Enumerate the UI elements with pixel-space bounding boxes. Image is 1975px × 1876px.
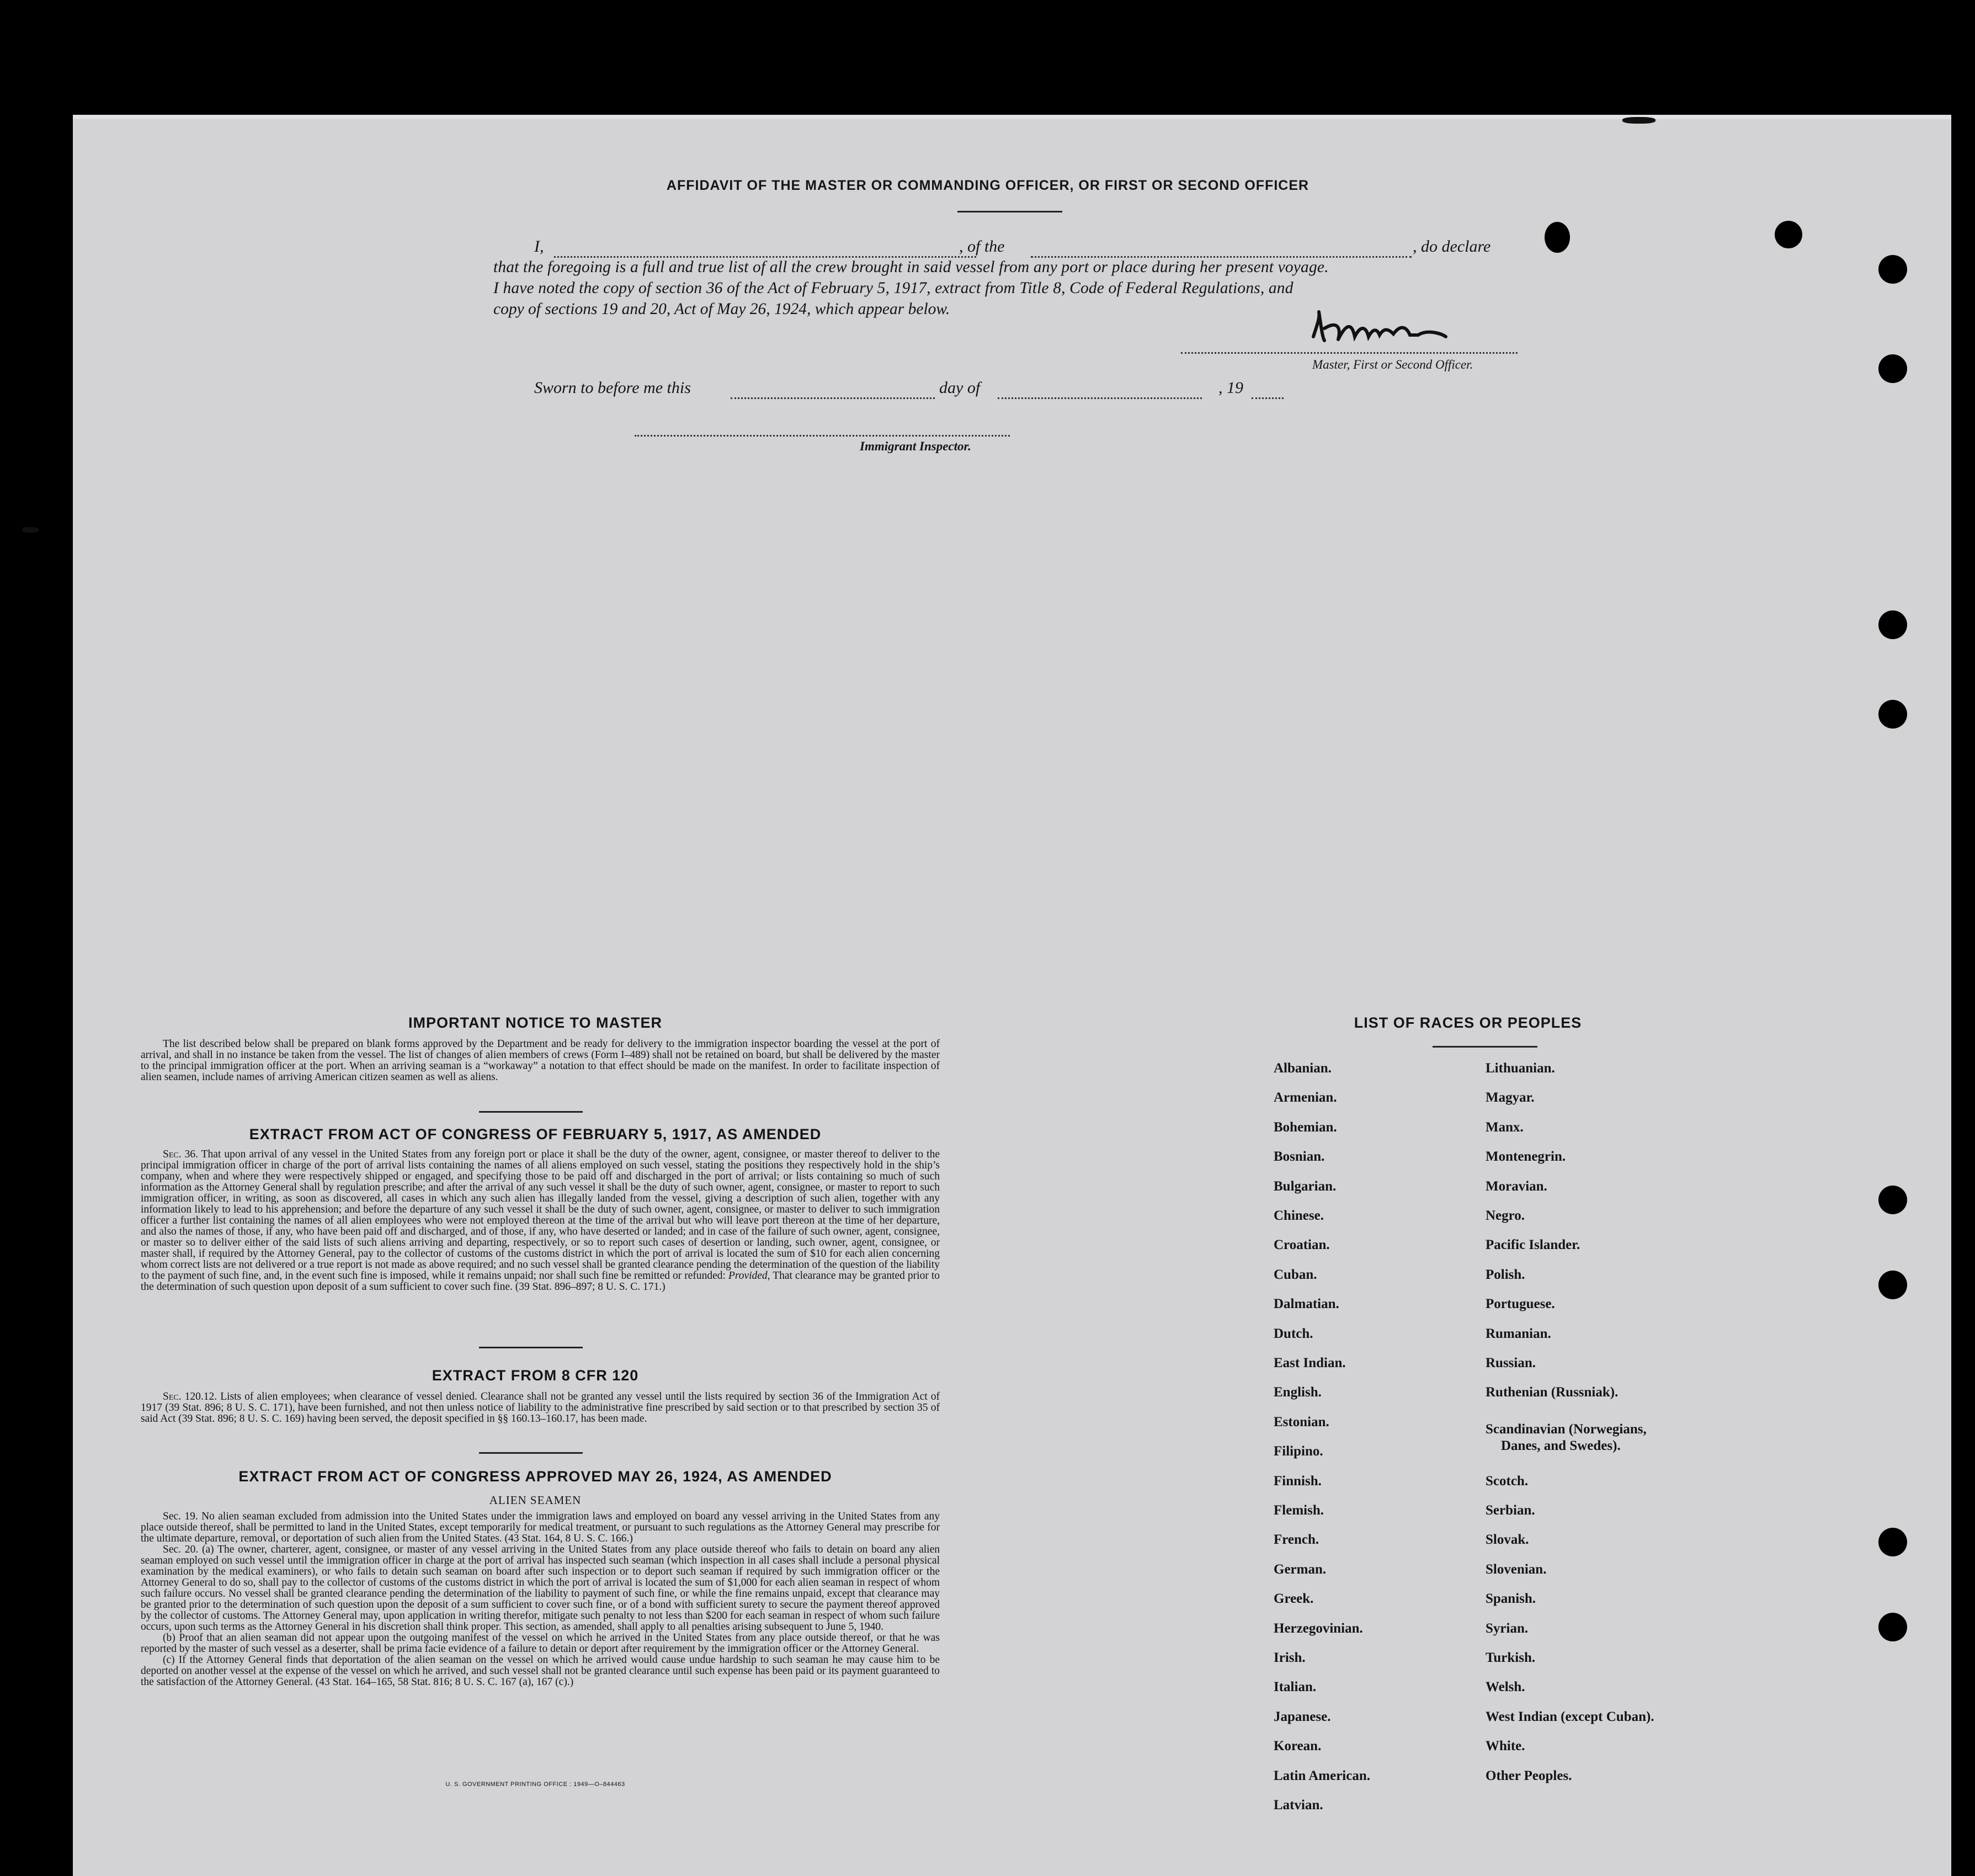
sheet-top-edge [73, 115, 1951, 119]
race-item: Serbian. [1486, 1503, 1535, 1518]
race-item: Slovenian. [1486, 1562, 1547, 1577]
race-item: Filipino. [1274, 1444, 1323, 1459]
race-item: Scotch. [1486, 1474, 1529, 1489]
race-item: Finnish. [1274, 1474, 1322, 1489]
race-item: Polish. [1486, 1267, 1525, 1282]
race-item: White. [1486, 1739, 1525, 1753]
extract-1924-title: EXTRACT FROM ACT OF CONGRESS APPROVED MAY 26, 1924, AS AMENDED [238, 1468, 832, 1485]
race-item: Scandinavian (Norwegians, [1486, 1422, 1647, 1437]
affidavit-title: AFFIDAVIT OF THE MASTER OR COMMANDING OFFICER, OR FIRST OR SECOND OFFICER [666, 178, 1309, 193]
extract-1917-text [141, 1149, 940, 1293]
affidavit-body-line: that the foregoing is a full and true list of all the crew brought in said vessel from any port or place during her present voyage. [493, 258, 1329, 276]
notice-text [141, 1039, 940, 1083]
extract-1917-body: 36. That upon arrival of any vessel in the United States from any foreign port or place it shall be the duty of the owner, agent, consignee, or master thereof to deliver to the principal immigration officer in charge of the port of arrival lists containing the names of all aliens employed on such vessel, stating the positions they respectively hold in the ship’s company, when and where they were respectively shipped or engaged, and specifying those to be paid off and discharged in the port of arrival; or lists containing so much of such information as the Attorney General shall by regulation prescribe; and after the arrival of any such vessel it shall be the duty of such owner, agent, consignee, or master to report to such immigration officer, in writing, as soon as discovered, all cases in which any such alien has illegally landed from the vessel, giving a description of such alien, together with any information likely to lead to his apprehension; and before the departure of any such vessel it shall be the duty of such owner, agent, consignee, or master to deliver to such immigration officer a further list containing the names of all alien employees who were not employed thereon at the time of the arrival but who will leave port thereon at the time of her departure, and also the names of those, if any, who have been paid off and discharged, and of those, if any, who have deserted or landed; and in case of the failure of such owner, agent, consignee, or master so to deliver either of the said lists of such aliens arriving and departing, respectively, or so to report such cases of desertion or landing, such owner, agent, consignee, or master shall, if required by the Attorney General, pay to the collector of customs of the customs district in which the port of arrival is located the sum of $10 for each alien concerning whom correct lists are not delivered or a true report is not made as above required; and no such vessel shall be granted clearance pending the determination of the question of the liability to the payment of such fine, and, in the event such fine is imposed, while it remains unpaid; nor shall such fine be remitted or refunded: [141, 1149, 940, 1282]
race-item: Lithuanian. [1486, 1061, 1555, 1076]
race-item: Moravian. [1486, 1179, 1547, 1194]
race-item: Cuban. [1274, 1267, 1317, 1282]
sec-label: Sec. [163, 1149, 182, 1160]
alien-seamen-subtitle: ALIEN SEAMEN [489, 1494, 582, 1507]
race-item: Danes, and Swedes). [1501, 1438, 1621, 1453]
notice-paragraph: The list described below shall be prepared on blank forms approved by the Department and be ready for delivery to the immigration inspector boarding the vessel at the port of arrival, and shall in no instance be taken from the vessel. The list of changes of alien members of crews (Form I–489) shall not be retained on board, but shall be delivered by the master to the principal immigration officer at the port. When an arriving seaman is a “workaway” a notation to that effect should be made on the manifest. In order to facilitate inspection of alien seamen, include names of arriving American citizen seamen as well as aliens. [141, 1038, 940, 1083]
sec-20c-paragraph: (c) If the Attorney General finds that deportation of the alien seaman on the vessel on which he arrived would cause undue hardship to such seaman he may cause him to be deported on another vessel at the expense of the vessel on which he arrived, and such vessel shall not be granted clearance until such expense has been paid or its payment guaranteed to the satisfaction of the Attorney General. (43 Stat. 164–165, 58 Stat. 816; 8 U. S. C. 167 (a), 167 (c).) [141, 1654, 940, 1688]
race-item: Bosnian. [1274, 1149, 1325, 1164]
extract-1924-text [141, 1511, 940, 1688]
inspector-signature-line [635, 435, 1010, 437]
punch-hole [1878, 1186, 1907, 1214]
punch-hole [1545, 222, 1570, 253]
race-item: Dutch. [1274, 1326, 1313, 1341]
punch-hole [1878, 700, 1907, 729]
sec-19-paragraph: Sec. 19. No alien seaman excluded from admission into the United States under the immigration laws and employed on board any vessel arriving in the United States from any place outside thereof, shall be permitted to land in the United States, except temporarily for medical treatment, or pursuant to such regulations as the Attorney General may prescribe for the ultimate departure, removal, or deportation of such alien from the United States. (43 Stat. 164, 8 U. S. C. 166.) [141, 1511, 940, 1544]
sec-20b-paragraph: (b) Proof that an alien seaman did not appear upon the outgoing manifest of the vessel on which he arrived in the United States from any place outside thereof, or that he was reported by the master of such vessel as a deserter, shall be prima facie evidence of a failure to detain or deport after requirement by the immigration officer or the Attorney General. [141, 1632, 940, 1655]
speck-mark [22, 527, 39, 533]
provided-word: Provided, [728, 1270, 770, 1282]
races-title: LIST OF RACES OR PEOPLES [1354, 1014, 1582, 1031]
race-item: Ruthenian (Russniak). [1486, 1385, 1619, 1400]
race-item: Spanish. [1486, 1591, 1536, 1606]
race-item: Rumanian. [1486, 1326, 1551, 1341]
race-item: German. [1274, 1562, 1327, 1577]
affidavit-line1 [534, 237, 1527, 259]
master-name-field[interactable] [554, 256, 976, 258]
races-title-underline [1433, 1046, 1537, 1048]
punch-hole [1878, 1271, 1907, 1299]
master-signature [1308, 306, 1529, 353]
extract-1917-title: EXTRACT FROM ACT OF CONGRESS OF FEBRUARY 5, 1917, AS AMENDED [249, 1126, 822, 1142]
punch-hole [1775, 221, 1802, 248]
race-item: Other Peoples. [1486, 1768, 1572, 1783]
race-item: Bohemian. [1274, 1120, 1337, 1135]
extract-cfr-paragraph [141, 1391, 940, 1425]
race-item: Negro. [1486, 1208, 1525, 1223]
race-item: Pacific Islander. [1486, 1237, 1580, 1252]
punch-hole [1878, 1613, 1907, 1641]
race-item: Dalmatian. [1274, 1296, 1339, 1311]
race-item: West Indian (except Cuban). [1486, 1709, 1654, 1724]
race-item: Chinese. [1274, 1208, 1324, 1223]
race-item: Magyar. [1486, 1090, 1535, 1105]
race-item: Manx. [1486, 1120, 1524, 1135]
sworn-month-field[interactable] [998, 397, 1202, 399]
year-label: , 19 [1218, 379, 1243, 397]
section-divider [479, 1452, 583, 1454]
affidavit-i-label: I, [534, 237, 544, 256]
race-item: Japanese. [1274, 1709, 1331, 1724]
notice-title: IMPORTANT NOTICE TO MASTER [408, 1014, 662, 1031]
signature-line [1181, 352, 1518, 354]
extract-1917-end: That clearance may be granted prior to the determination of such question upon deposit of a sum sufficient to cover such fine. (39 Stat. 896–897; 8 U. S. C. 171.) [141, 1270, 940, 1293]
race-item: Flemish. [1274, 1503, 1324, 1518]
race-item: Irish. [1274, 1650, 1306, 1665]
race-item: Estonian. [1274, 1415, 1329, 1429]
extract-1917-paragraph [141, 1149, 940, 1293]
extract-cfr-text [141, 1391, 940, 1425]
sworn-label: Sworn to before me this [534, 379, 691, 397]
punch-hole [1878, 354, 1907, 383]
section-divider [479, 1347, 583, 1348]
sworn-year-field[interactable] [1252, 397, 1284, 399]
race-item: Bulgarian. [1274, 1179, 1337, 1194]
punch-hole [1878, 255, 1907, 284]
race-item: English. [1274, 1385, 1322, 1400]
race-item: Albanian. [1274, 1061, 1332, 1076]
race-item: East Indian. [1274, 1356, 1346, 1370]
sec-label: Sec. [163, 1391, 182, 1402]
inspector-caption: Immigrant Inspector. [860, 439, 971, 453]
extract-cfr-title: EXTRACT FROM 8 CFR 120 [432, 1367, 639, 1384]
do-declare-label: , do declare [1413, 237, 1491, 256]
race-item: Greek. [1274, 1591, 1314, 1606]
race-item: Armenian. [1274, 1090, 1337, 1105]
race-item: Portuguese. [1486, 1296, 1555, 1311]
race-item: Montenegrin. [1486, 1149, 1566, 1164]
sworn-day-field[interactable] [731, 397, 935, 399]
extract-cfr-body: 120.12. Lists of alien employees; when clearance of vessel denied. Clearance shall not be granted any vessel until the lists required by section 36 of the Immigration Act of 1917 (39 Stat. 896; 8 U. S. C. 171), have been furnished, and not then unless notice of liability to the administrative fine prescribed by said section or to that prescribed by section 35 of said Act (39 Stat. 896; 8 U. S. C. 169) having been served, the deposit specified in §§ 160.13–160.17, has been made. [141, 1391, 940, 1425]
race-item: Latin American. [1274, 1768, 1370, 1783]
title-underline [957, 211, 1062, 212]
race-item: Latvian. [1274, 1798, 1323, 1813]
printing-office-imprint: U. S. GOVERNMENT PRINTING OFFICE : 1949—O–844463 [445, 1781, 625, 1788]
vessel-name-field[interactable] [1031, 256, 1412, 258]
race-item: Syrian. [1486, 1621, 1529, 1636]
section-divider [479, 1111, 583, 1113]
race-item: Korean. [1274, 1739, 1322, 1753]
sec-20a-paragraph: Sec. 20. (a) The owner, charterer, agent, consignee, or master of any vessel arriving in the United States from any place outside thereof who fails to detain on board any alien seaman employed on such vessel until the immigration officer in charge at the port of arrival has inspected such seaman (which inspection in all cases shall include a personal physical examination by the medical examiners), or who fails to detain such seaman on board after such inspection or to deport such seaman if required by such immigration officer or the Attorney General to do so, shall pay to the collector of customs of the customs district in which the port of arrival is located the sum of $1,000 for each alien seaman in respect of whom such failure occurs. No vessel shall be granted clearance pending the determination of the liability to payment of such fine, or while the fine remains unpaid, except that clearance may be granted prior to the determination of such question upon the deposit of a sum sufficient to cover such fine, or of a bond with sufficient surety to secure the payment thereof approved by the collector of customs. The Attorney General may, upon application in writing therefor, mitigate such penalty to not less than $200 for each seaman in respect of whom such failure occurs, upon such terms as the Attorney General in his discretion shall think proper. This section, as amended, shall apply to all penalties arising subsequent to June 5, 1940. [141, 1544, 940, 1633]
race-item: French. [1274, 1532, 1319, 1547]
race-item: Russian. [1486, 1356, 1536, 1370]
affidavit-body-line: I have noted the copy of section 36 of the Act of February 5, 1917, extract from Title 8, Code of Federal Regulations, and [493, 279, 1293, 297]
sworn-line [534, 379, 1307, 401]
day-of-label: day of [939, 379, 981, 397]
race-item: Turkish. [1486, 1650, 1536, 1665]
punch-hole [1878, 1528, 1907, 1556]
race-item: Croatian. [1274, 1237, 1330, 1252]
of-the-label: , of the [959, 237, 1005, 256]
affidavit-body-line: copy of sections 19 and 20, Act of May 26, 1924, which appear below. [493, 300, 950, 318]
race-item: Slovak. [1486, 1532, 1529, 1547]
punch-hole [1878, 610, 1907, 639]
race-item: Herzegovinian. [1274, 1621, 1363, 1636]
speck-mark [1622, 117, 1655, 124]
race-item: Welsh. [1486, 1680, 1525, 1694]
race-item: Italian. [1274, 1680, 1317, 1694]
signature-caption: Master, First or Second Officer. [1312, 358, 1473, 371]
